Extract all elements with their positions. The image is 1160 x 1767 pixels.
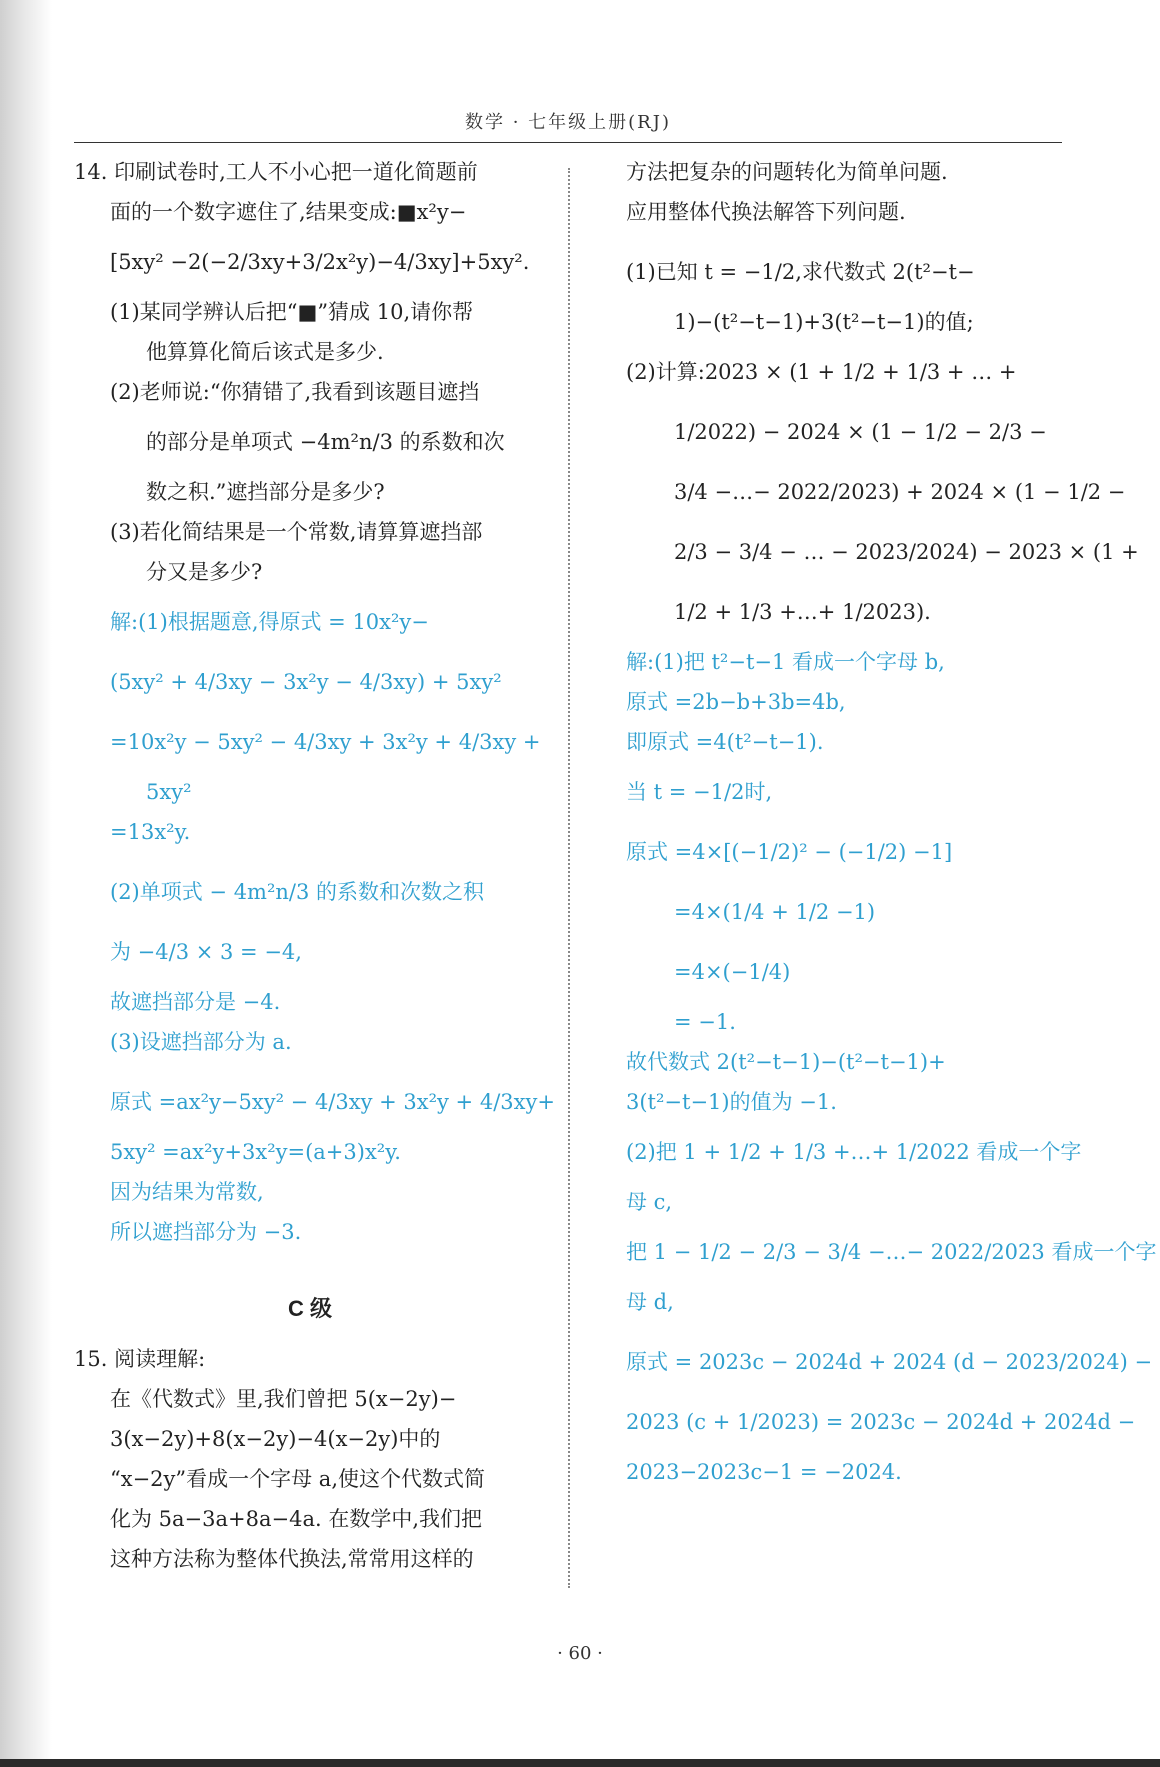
solution-line: (3)设遮挡部分为 a. bbox=[110, 1030, 292, 1054]
text-line: “x−2y”看成一个字母 a,使这个代数式简 bbox=[110, 1467, 486, 1491]
text-line: 在《代数式》里,我们曾把 5(x−2y)− bbox=[110, 1387, 457, 1411]
solution-line: (5xy² + 4/3xy − 3x²y − 4/3xy) + 5xy² bbox=[110, 670, 502, 694]
solution-line: 原式 =ax²y−5xy² − 4/3xy + 3x²y + 4/3xy+ bbox=[110, 1090, 555, 1114]
solution-line: =4×(1/4 + 1/2 −1) bbox=[674, 900, 876, 924]
solution-line: 故遮挡部分是 −4. bbox=[110, 990, 281, 1014]
text-line: 15. 阅读理解: bbox=[74, 1347, 206, 1371]
solution-line: =13x²y. bbox=[110, 820, 191, 844]
solution-line: 即原式 =4(t²−t−1). bbox=[626, 730, 824, 754]
bottom-bar bbox=[0, 1759, 1160, 1767]
text-line: [5xy² −2(−2/3xy+3/2x²y)−4/3xy]+5xy². bbox=[110, 250, 530, 274]
solution-line: 故代数式 2(t²−t−1)−(t²−t−1)+ bbox=[626, 1050, 946, 1074]
page-number: · 60 · bbox=[557, 1643, 603, 1664]
solution-line: 2023 (c + 1/2023) = 2023c − 2024d + 2024d − bbox=[626, 1410, 1136, 1434]
solution-line: 因为结果为常数, bbox=[110, 1180, 264, 1204]
solution-line: 母 c, bbox=[626, 1190, 673, 1214]
text-line: 面的一个数字遮住了,结果变成:■x²y− bbox=[110, 200, 467, 224]
text-line: 14. 印刷试卷时,工人不小心把一道化简题前 bbox=[74, 160, 478, 184]
solution-line: (2)单项式 − 4m²n/3 的系数和次数之积 bbox=[110, 880, 485, 904]
solution-line: 2023−2023c−1 = −2024. bbox=[626, 1460, 902, 1484]
solution-line: =4×(−1/4) bbox=[674, 960, 791, 984]
text-line: 1/2 + 1/3 +…+ 1/2023). bbox=[674, 600, 931, 624]
solution-line: 把 1 − 1/2 − 2/3 − 3/4 −…− 2022/2023 看成一个字 bbox=[626, 1240, 1157, 1264]
text-line: 1/2022) − 2024 × (1 − 1/2 − 2/3 − bbox=[674, 420, 1047, 444]
solution-line: 母 d, bbox=[626, 1290, 674, 1314]
left-column bbox=[74, 158, 555, 1573]
solution-line: 解:(1)根据题意,得原式 = 10x²y− bbox=[110, 610, 429, 634]
solution-line: 原式 =2b−b+3b=4b, bbox=[626, 690, 846, 714]
solution-line: =10x²y − 5xy² − 4/3xy + 3x²y + 4/3xy + bbox=[110, 730, 541, 754]
solution-line: 所以遮挡部分为 −3. bbox=[110, 1220, 302, 1244]
text-line: 应用整体代换法解答下列问题. bbox=[626, 200, 906, 224]
text-line: (3)若化简结果是一个常数,请算算遮挡部 bbox=[110, 520, 483, 544]
page-header: 数学 · 七年级上册(RJ) bbox=[74, 108, 1062, 143]
solution-line: = −1. bbox=[674, 1010, 736, 1034]
text-line: (1)已知 t = −1/2,求代数式 2(t²−t− bbox=[626, 260, 975, 284]
solution-line: 3(t²−t−1)的值为 −1. bbox=[626, 1090, 837, 1114]
solution-line: 原式 = 2023c − 2024d + 2024 (d − 2023/2024) − bbox=[626, 1350, 1153, 1374]
text-line: 他算算化简后该式是多少. bbox=[146, 340, 384, 364]
text-line: 1)−(t²−t−1)+3(t²−t−1)的值; bbox=[674, 310, 974, 334]
text-line: 这种方法称为整体代换法,常常用这样的 bbox=[110, 1547, 474, 1571]
page-edge-shadow bbox=[0, 0, 52, 1767]
text-line: 2/3 − 3/4 − … − 2023/2024) − 2023 × (1 + bbox=[674, 540, 1139, 564]
text-line: (1)某同学辨认后把“■”猜成 10,请你帮 bbox=[110, 300, 474, 324]
text-line: 3(x−2y)+8(x−2y)−4(x−2y)中的 bbox=[110, 1427, 441, 1451]
solution-line: (2)把 1 + 1/2 + 1/3 +…+ 1/2022 看成一个字 bbox=[626, 1140, 1082, 1164]
solution-line: 当 t = −1/2时, bbox=[626, 780, 773, 804]
text-line: 化为 5a−3a+8a−4a. 在数学中,我们把 bbox=[110, 1507, 483, 1531]
solution-line: 解:(1)把 t²−t−1 看成一个字母 b, bbox=[626, 650, 945, 674]
text-line: 的部分是单项式 −4m²n/3 的系数和次 bbox=[146, 430, 505, 454]
text-line: 分又是多少? bbox=[146, 560, 263, 584]
text-line: 方法把复杂的问题转化为简单问题. bbox=[626, 160, 948, 184]
solution-line: 原式 =4×[(−1/2)² − (−1/2) −1] bbox=[626, 840, 953, 864]
text-line: 3/4 −…− 2022/2023) + 2024 × (1 − 1/2 − bbox=[674, 480, 1126, 504]
solution-line: 5xy² =ax²y+3x²y=(a+3)x²y. bbox=[110, 1140, 401, 1164]
solution-line: 为 −4/3 × 3 = −4, bbox=[110, 940, 302, 964]
text-line: 数之积.”遮挡部分是多少? bbox=[146, 480, 385, 504]
right-column bbox=[626, 158, 1157, 1486]
text-line: (2)老师说:“你猜错了,我看到该题目遮挡 bbox=[110, 380, 480, 404]
column-divider bbox=[568, 168, 570, 1588]
text-line: (2)计算:2023 × (1 + 1/2 + 1/3 + … + bbox=[626, 360, 1017, 384]
solution-line: 5xy² bbox=[146, 780, 192, 804]
section-heading: C 级 bbox=[287, 1296, 332, 1321]
